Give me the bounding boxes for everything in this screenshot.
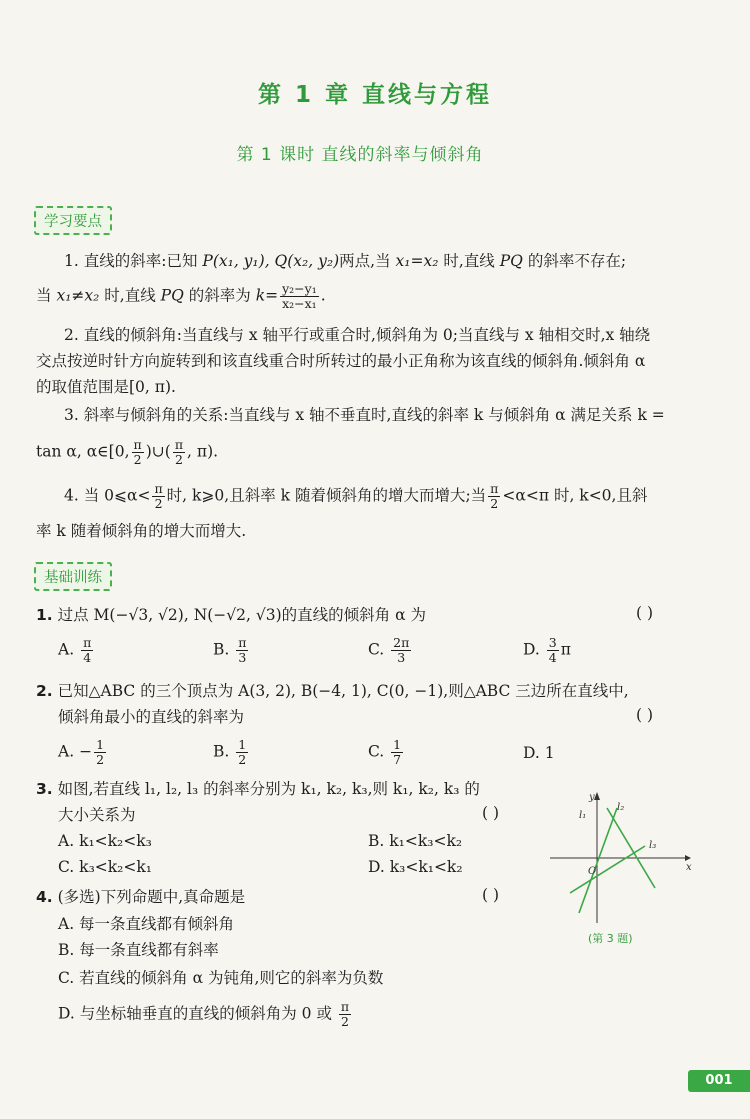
q2-option-a[interactable]: A. − $\frac{1}{2}$ [58,737,105,767]
origin-label: O [588,866,597,877]
point-4-line-2: 率 k 随着倾斜角的增大而增大. [36,522,247,540]
figure-caption: (第 3 题) [588,932,633,945]
lesson-title: 第 1 课时 直线的斜率与倾斜角 [236,145,484,165]
question-3: 3. 如图,若直线 l₁, l₂, l₃ 的斜率分别为 k₁, k₂, k₃,则 k₁, k₂, k₃ 的 [36,780,480,798]
q1-option-d[interactable]: D. $\frac{3}{4}$ π [523,635,571,665]
l3-label: l₃ [649,840,657,851]
q1-option-a[interactable]: A. $\frac{\pi}{4}$ [58,635,92,665]
q3-option-b[interactable]: B. k₁<k₃<k₂ [368,832,463,850]
y-axis-arrow [594,792,600,800]
answer-blank-2[interactable]: ( ) [636,706,654,724]
q3-option-d[interactable]: D. k₃<k₁<k₂ [368,858,463,876]
slope-fraction: $\frac{\text{y₂−y₁}}{\text{x₂−x₁}}$ [282,281,317,311]
q4-option-b[interactable]: B. 每一条直线都有斜率 [58,941,219,959]
q1-option-b[interactable]: B. $\frac{\pi}{3}$ [213,635,247,665]
point-2-line-1: 2. 直线的倾斜角:当直线与 x 轴平行或重合时,倾斜角为 0;当直线与 x 轴相交时,x 轴绕 [64,326,651,344]
chapter-title: 第 1 章 直线与方程 [257,82,493,108]
question-2-line-2: 倾斜角最小的直线的斜率为 [58,708,245,726]
question-4: 4. (多选)下列命题中,真命题是 [36,888,246,906]
point-1-line-1: 1. 直线的斜率:已知 P(x₁, y₁), Q(x₂, y₂)两点,当 x₁=x₂ 时,直线 PQ 的斜率不存在; [64,252,627,270]
q2-option-c[interactable]: C. $\frac{1}{7}$ [368,737,402,767]
point-1-line-2: 当 x₁≠x₂ 时,直线 PQ 的斜率为 k= $\frac{\text{y₂−y₁}}{\text{x₂−x₁}}$ . [36,281,326,311]
y-label: y [589,792,595,803]
q2-option-d[interactable]: D. 1 [523,744,555,762]
answer-blank-3[interactable]: ( ) [482,804,500,822]
point-2-line-3: 的取值范围是[0, π). [36,378,176,396]
q1-option-c[interactable]: C. $\frac{2\pi}{3}$ [368,635,410,665]
l2-label: l₂ [617,802,625,813]
x-label: x [686,862,692,873]
q4-option-a[interactable]: A. 每一条直线都有倾斜角 [58,915,235,933]
page-number: 001 [688,1070,750,1092]
x-axis-arrow [685,855,691,861]
section-label-key-points: 学习要点 [34,206,112,235]
point-3-line-1: 3. 斜率与倾斜角的关系:当直线与 x 轴不垂直时,直线的斜率 k 与倾斜角 α 满足关系 k = [64,406,665,424]
question-3-line-2: 大小关系为 [58,806,136,824]
question-1: 1. 过点 M(−√3, √2), N(−√2, √3)的直线的倾斜角 α 为 [36,606,426,624]
line-l2 [607,808,655,888]
q4-option-d[interactable]: D. 与坐标轴垂直的直线的倾斜角为 0 或 $\frac{\pi}{2}$ [58,999,350,1029]
l1-label: l₁ [579,810,587,821]
answer-blank-1[interactable]: ( ) [636,604,654,622]
answer-blank-4[interactable]: ( ) [482,886,500,904]
question-2: 2. 已知△ABC 的三个顶点为 A(3, 2), B(−4, 1), C(0, −1),则△ABC 三边所在直线中, [36,682,629,700]
q2-option-b[interactable]: B. $\frac{1}{2}$ [213,737,247,767]
point-4-line-1: 4. 当 0⩽α< $\frac{\pi}{2}$ 时, k⩾0,且斜率 k 随着倾斜角的增大而增大;当 $\frac{\pi}{2}$ <α<π 时, k<0,且斜 [64,481,648,511]
q3-option-c[interactable]: C. k₃<k₂<k₁ [58,858,152,876]
point-3-line-2: tan α, α∈[0, $\frac{\pi}{2}$ )∪( $\frac{\pi}{2}$ , π). [36,437,219,467]
q4-option-c[interactable]: C. 若直线的倾斜角 α 为钝角,则它的斜率为负数 [58,969,384,987]
q3-option-a[interactable]: A. k₁<k₂<k₃ [58,832,152,850]
section-label-basic-training: 基础训练 [34,562,112,591]
point-2-line-2: 交点按逆时针方向旋转到和该直线重合时所转过的最小正角称为该直线的倾斜角.倾斜角 α [36,352,646,370]
